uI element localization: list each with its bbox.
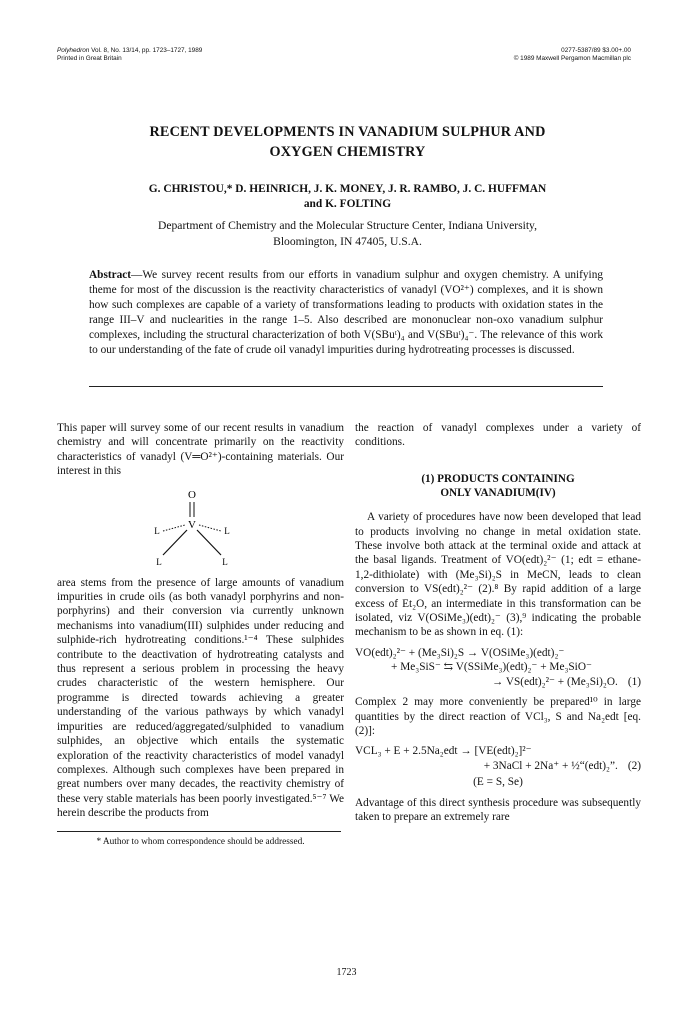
- equation-1-line-2: + Me₃SiS⁻ ⇆ V(SSiMe₃)(edt)₂⁻ + Me₃SiO⁻: [391, 661, 592, 674]
- section-heading-line-2: ONLY VANADIUM(IV): [440, 487, 556, 500]
- intro-paragraph: This paper will survey some of our recent results in vanadium chemistry and will concentrate primarily on the reactivity characteristics of vanadyl (V═O²⁺)-containing materials. Our interest in this: [57, 422, 344, 478]
- equation-2: [355, 744, 641, 789]
- equation-1-number: (1): [627, 675, 641, 688]
- section-heading: [355, 472, 641, 500]
- issn-price: 0277-5387/89 $3.00+.00: [561, 47, 631, 54]
- abstract-text: —We survey recent results from our efforts in vanadium sulphur and oxygen chemistry. A unifying theme for most of the discussion is the reactivity characteristics of vanadyl (VO²⁺) complexes, and it is shown how such complexes are capable of a variety of transformations leading to products with oxidation states in the range III–V and nuclearities in the range 1–5. Also described are mononuclear non-oxo vanadium sulphur complexes, including the structural characterization of both V(SBuᵗ)₄ and V(SBuᵗ)₄⁻. The relevance of this work to our understanding of the fate of crude oil vanadyl impurities during hydrotreating processes is discussed.: [89, 269, 603, 357]
- copyright-notice: © 1989 Maxwell Pergamon Macmillan plc: [513, 55, 631, 62]
- abstract-label: Abstract: [89, 269, 132, 281]
- equation-1-line-1: VO(edt)₂²⁻ + (Me₃Si)₂S → V(OSiMe₃)(edt)₂⁻: [355, 646, 565, 659]
- structure-oxo-atom: O: [188, 488, 196, 501]
- left-column: [57, 421, 344, 848]
- equation-2-condition: (E = S, Se): [473, 776, 523, 789]
- procedures-paragraph: A variety of procedures have now been developed that lead to products involving no change in metal oxidation state. These involve both attack at the terminal oxide and attack at the basal ligands. Treatment of VO(edt)₂²⁻ (1; edt = ethane-1,2-dithiolate) with (Me₃Si)₂S in MeCN, leads to clean conversion to VS(edt)₂²⁻ (2).⁸ By rapid addition of a large excess of Et₂O, an intermediate in this transformation can be isolated, viz V(OSiMe₃)(edt)₂⁻ (3),⁹ indicating the probable mechanism to be as shown in eq. (1):: [355, 511, 641, 639]
- journal-header-left: [57, 47, 202, 63]
- authors-line-1: G. CHRISTOU,* D. HEINRICH, J. K. MONEY, J. R. RAMBO, J. C. HUFFMAN: [148, 183, 547, 195]
- equation-1: [355, 646, 641, 689]
- equation-2-number: (2): [627, 759, 641, 772]
- footnote-divider: [57, 831, 341, 832]
- journal-name: Polyhedron: [57, 47, 90, 54]
- structure-ligand-upper-left: L: [154, 525, 160, 536]
- printed-location: Printed in Great Britain: [57, 55, 122, 62]
- journal-citation: Vol. 8, No. 13/14, pp. 1723–1727, 1989: [91, 47, 203, 54]
- equation-2-line-2-text: + 3NaCl + 2Na⁺ + ½“(edt)₂”.: [483, 759, 618, 772]
- vanadyl-structure-svg: [147, 484, 257, 572]
- authors-line-2: and K. FOLTING: [303, 198, 392, 210]
- paper-title: [60, 122, 635, 162]
- author-list: [60, 182, 635, 212]
- affiliation-line-1: Department of Chemistry and the Molecular Structure Center, Indiana University,: [157, 219, 537, 232]
- synthesis-paragraph: Advantage of this direct synthesis procedure was subsequently taken to prepare an extremely rare: [355, 796, 641, 823]
- page-number: 1723: [336, 967, 357, 978]
- journal-header-right: [514, 47, 631, 63]
- affiliation-line-2: Bloomington, IN 47405, U.S.A.: [273, 235, 422, 248]
- structure-vanadium-atom: V: [188, 518, 196, 531]
- vanadyl-structure-diagram: [57, 484, 344, 572]
- affiliation: [60, 218, 635, 250]
- background-paragraph: area stems from the presence of large amounts of vanadium impurities in crude oils (as both vanadyl porphyrins and non-porphyrins) and their conversion via currently unknown mechanisms into vanadium(III) sulphides under reducing and sulphide-rich hydrotreating conditions.¹⁻⁴ These sulphides contribute to the deactivation of hydrotreating catalysts and thus represent a serious problem in processing the heavy crudes characteristic of the western hemisphere. Our programme is directed towards achieving a greater understanding of the various pathways by which vanadyl impurities are reduced/aggregated/sulphided to vanadium sulphides, an objective which entails the systematic exploration of the reactivity characteristics of model vanadyl complexes. Although such complexes have been prepared in great numbers over many decades, the reactivity chemistry of these very stable materials has been poorly investigated.⁵⁻⁷ We herein describe the products from: [57, 576, 344, 820]
- section-heading-line-1: (1) PRODUCTS CONTAINING: [421, 472, 575, 485]
- complex-2-paragraph: Complex 2 may more conveniently be prepared¹⁰ in large quantities by the direct reaction of VCl₃, S and Na₂edt [eq. (2)]:: [355, 696, 641, 737]
- correspondence-footnote: * Author to whom correspondence should be addressed.: [96, 836, 305, 847]
- title-line-1: RECENT DEVELOPMENTS IN VANADIUM SULPHUR AND: [149, 124, 546, 140]
- abstract: [89, 268, 603, 359]
- equation-2-line-1: VCL₃ + E + 2.5Na₂edt → [VE(edt)₂]²⁻: [355, 745, 532, 758]
- structure-ligand-lower-left: L: [156, 556, 162, 567]
- equation-1-line-3: [355, 675, 641, 689]
- title-line-2: OXYGEN CHEMISTRY: [269, 144, 426, 160]
- structure-ligand-lower-right: L: [222, 556, 228, 567]
- equation-2-line-2: [355, 759, 641, 773]
- right-column: [355, 421, 641, 824]
- equation-1-line-3-text: → VS(edt)₂²⁻ + (Me₃Si)₂O.: [491, 675, 618, 688]
- continuation-paragraph: the reaction of vanadyl complexes under a variety of conditions.: [355, 422, 641, 449]
- abstract-divider: [89, 386, 603, 387]
- structure-ligand-upper-right: L: [224, 525, 230, 536]
